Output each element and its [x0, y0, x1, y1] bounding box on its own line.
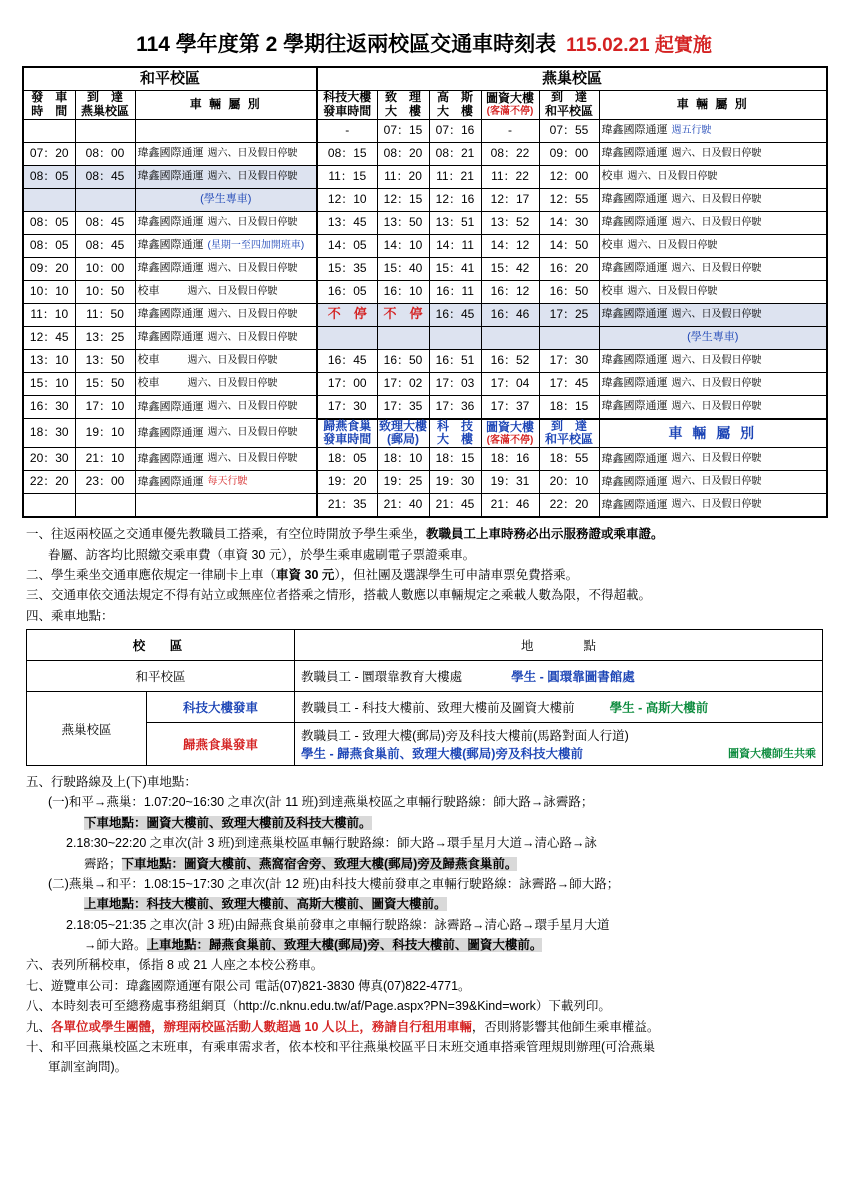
main-timetable — [22, 66, 826, 518]
table-row — [27, 723, 823, 766]
cell-library-time: 16：12 — [481, 280, 539, 303]
cell-arrive-heping-time: 12：55 — [539, 188, 599, 211]
cell-right-student-bus-note: (學生專車) — [599, 326, 827, 349]
cell-zhili-post-time: 19：25 — [377, 471, 429, 494]
title-main-text: 114 學年度第 2 學期往返兩校區交通車時刻表 — [136, 33, 557, 56]
title-effective-date: 115.02.21 起實施 — [566, 35, 712, 56]
cell-library-time: - — [481, 119, 539, 142]
cell-right-vehicle: 瑋鑫國際通運 週六、日及假日停駛 — [599, 142, 827, 165]
table-row — [23, 257, 827, 280]
cell-zhili-time: 12：15 — [377, 188, 429, 211]
table-row — [23, 448, 827, 471]
table-row — [27, 661, 823, 692]
cell-tech-time: 08：15 — [317, 142, 377, 165]
loc-guiyan-places: 教職員工 - 致理大樓(郵局)旁及科技大樓前(馬路對面人行道) 學生 - 歸燕食巢前、致理大樓(郵局)旁及科技大樓前 圖資大樓師生共乘 — [295, 723, 823, 766]
cell-left-depart: 08：05 — [23, 165, 75, 188]
cell-left-arrive: 19：10 — [75, 419, 135, 448]
header-gauss-building: 高 斯 大 樓 — [429, 91, 481, 120]
cell-zhili-time: 13：50 — [377, 211, 429, 234]
cell-arrive-heping-time: 16：50 — [539, 280, 599, 303]
cell-tech-time: 15：35 — [317, 257, 377, 280]
cell-zhili-time — [377, 326, 429, 349]
cell-left-arrive: 17：10 — [75, 395, 135, 419]
header-place-col: 地 點 — [295, 630, 823, 661]
cell-left-vehicle: 瑋鑫國際通運 週六、日及假日停駛 — [135, 395, 317, 419]
cell-gauss-time: 14：11 — [429, 234, 481, 257]
note-5-2: 2.18:30~22:20 之車次(計 3 班)到達燕巢校區車輛行駛路線：師大路→環手星月大道→清心路→詠 — [66, 836, 597, 851]
cell-left-vehicle: 校車 週六、日及假日停駛 — [135, 372, 317, 395]
table-row — [23, 326, 827, 349]
cell-tech-time: 11：15 — [317, 165, 377, 188]
cell-right-vehicle: 瑋鑫國際通運 週五行駛 — [599, 119, 827, 142]
cell-arrive-heping-time: 12：00 — [539, 165, 599, 188]
cell-gauss-time — [429, 326, 481, 349]
cell-left-depart: 22：20 — [23, 471, 75, 494]
notes-top — [26, 525, 822, 626]
cell-left-arrive: 15：50 — [75, 372, 135, 395]
cell-library-time: 11：22 — [481, 165, 539, 188]
note-10-cont: 軍訓室詢問)。 — [48, 1060, 128, 1075]
note-5: 五、行駛路線及上(下)車地點： — [26, 775, 197, 790]
cell-arrive-heping-time-2: 20：10 — [539, 471, 599, 494]
header-vehicle-right: 車 輛 屬 別 — [599, 91, 827, 120]
header-library-building-2: 圖資大樓 (客滿不停) — [481, 419, 539, 448]
table-row — [23, 165, 827, 188]
cell-guiyan-time: 19：20 — [317, 471, 377, 494]
note-5-3: (二)燕巢→和平：1.08:15~17:30 之車次(計 12 班)由科技大樓前發車之車輛行駛路線：詠霽路→師大路； — [48, 876, 620, 891]
cell-right-vehicle: 瑋鑫國際通運 週六、日及假日停駛 — [599, 448, 827, 471]
cell-left-vehicle: 瑋鑫國際通運 每天行駛 — [135, 471, 317, 494]
cell-arrive-heping-time: 07：55 — [539, 119, 599, 142]
cell-left-depart — [23, 494, 75, 518]
header-tech-building: 科技大樓 發車時間 — [317, 91, 377, 120]
cell-arrive-heping-time: 16：20 — [539, 257, 599, 280]
table-row — [27, 630, 823, 661]
note-5-4-board: →師大路。上車地點：歸燕食巢前、致理大樓(郵局)旁、科技大樓前、圖資大樓前。 — [84, 938, 543, 953]
cell-library-time: 13：52 — [481, 211, 539, 234]
cell-library-time: 17：04 — [481, 372, 539, 395]
table-row — [23, 471, 827, 494]
cell-left-arrive: 08：00 — [75, 142, 135, 165]
note-5-1: (一)和平→燕巢：1.07:20~16:30 之車次(計 11 班)到達燕巢校區之車輛行駛路線：師大路→詠霽路； — [48, 795, 594, 810]
cell-tech-time-2: 19：30 — [429, 471, 481, 494]
cell-left-depart: 08：05 — [23, 234, 75, 257]
loc-tech-places: 教職員工 - 科技大樓前、致理大樓前及圖資大樓前 學生 - 高斯大樓前 — [295, 692, 823, 723]
notes-bottom — [26, 773, 822, 1078]
cell-left-vehicle: 瑋鑫國際通運 週六、日及假日停駛 — [135, 303, 317, 326]
cell-gauss-time: 12：16 — [429, 188, 481, 211]
table-row — [23, 234, 827, 257]
header-arrive-heping: 到 達 和平校區 — [539, 91, 599, 120]
table-row — [23, 349, 827, 372]
cell-left-vehicle: 校車 週六、日及假日停駛 — [135, 280, 317, 303]
cell-arrive-heping-time: 17：25 — [539, 303, 599, 326]
table-row — [23, 303, 827, 326]
cell-tech-time: 16：45 — [317, 349, 377, 372]
cell-left-arrive: 13：50 — [75, 349, 135, 372]
cell-library-time: 14：12 — [481, 234, 539, 257]
cell-arrive-heping-time: 14：30 — [539, 211, 599, 234]
note-4: 四、乘車地點： — [26, 608, 114, 623]
cell-left-vehicle: 瑋鑫國際通運 週六、日及假日停駛 — [135, 257, 317, 280]
cell-zhili-time: 08：20 — [377, 142, 429, 165]
cell-left-arrive: 11：50 — [75, 303, 135, 326]
header-tech-building-2: 科 技 大 樓 — [429, 419, 481, 448]
loc-tech-departure-label: 科技大樓發車 — [147, 692, 295, 723]
cell-gauss-time: 07：16 — [429, 119, 481, 142]
cell-left-depart: 18：30 — [23, 419, 75, 448]
cell-left-depart — [23, 119, 75, 142]
cell-left-arrive: 08：45 — [75, 165, 135, 188]
cell-left-arrive: 21：10 — [75, 448, 135, 471]
note-5-3-board: 上車地點：科技大樓前、致理大樓前、高斯大樓前、圖資大樓前。 — [84, 897, 447, 912]
cell-library-time: 17：37 — [481, 395, 539, 419]
cell-left-arrive — [75, 494, 135, 518]
cell-left-depart: 07：20 — [23, 142, 75, 165]
cell-library-time — [481, 326, 539, 349]
cell-left-depart: 09：20 — [23, 257, 75, 280]
cell-right-vehicle: 瑋鑫國際通運 週六、日及假日停駛 — [599, 372, 827, 395]
header-zhili-building: 致 理 大 樓 — [377, 91, 429, 120]
cell-library-time: 15：42 — [481, 257, 539, 280]
note-6: 六、表列所稱校車，係指 8 或 21 人座之本校公務車。 — [26, 958, 324, 973]
note-5-2-drop: 霽路；下車地點：圖資大樓前、燕窩宿舍旁、致理大樓(郵局)旁及歸燕食巢前。 — [84, 856, 518, 871]
cell-arrive-heping-time-2: 22：20 — [539, 494, 599, 518]
cell-left-vehicle: 瑋鑫國際通運 週六、日及假日停駛 — [135, 165, 317, 188]
cell-left-arrive — [75, 188, 135, 211]
note-1-cont: 眷屬、訪客均比照繳交乘車費（車資 30 元），於學生乘車處刷電子票證乘車。 — [48, 547, 476, 562]
note-1: 一、往返兩校區之交通車優先教職員工搭乘，有空位時開放予學生乘坐，教職員工上車時務必出示服務證或乘車證。 — [26, 527, 664, 542]
table-row — [23, 119, 827, 142]
loc-campus-yanchao: 燕巢校區 — [27, 692, 147, 766]
cell-tech-time: 16：05 — [317, 280, 377, 303]
cell-arrive-heping-time: 17：45 — [539, 372, 599, 395]
header-library-building: 圖資大樓 (客滿不停) — [481, 91, 539, 120]
cell-left-arrive — [75, 119, 135, 142]
cell-left-vehicle: 瑋鑫國際通運 週六、日及假日停駛 — [135, 142, 317, 165]
table-row — [23, 211, 827, 234]
header-depart-time-left: 發 車 時 間 — [23, 91, 75, 120]
cell-left-arrive: 23：00 — [75, 471, 135, 494]
cell-library-time-2: 21：46 — [481, 494, 539, 518]
cell-arrive-heping-time: 18：15 — [539, 395, 599, 419]
cell-left-vehicle: 瑋鑫國際通運 (星期一至四加開班車) — [135, 234, 317, 257]
cell-gauss-time: 17：03 — [429, 372, 481, 395]
cell-right-vehicle: 瑋鑫國際通運 週六、日及假日停駛 — [599, 211, 827, 234]
note-3: 三、交通車依交通法規定不得有站立或無座位者搭乘之情形，搭載人數應以車輛規定之乘載人數為限，不得超載。 — [26, 588, 652, 603]
table-row — [23, 419, 827, 448]
header-vehicle-left: 車 輛 屬 別 — [135, 91, 317, 120]
cell-left-student-bus-note: (學生專車) — [135, 188, 317, 211]
cell-gauss-time: 11：21 — [429, 165, 481, 188]
table-row — [23, 494, 827, 518]
loc-campus-heping: 和平校區 — [27, 661, 295, 692]
cell-left-arrive: 08：45 — [75, 234, 135, 257]
header-campus-col: 校 區 — [27, 630, 295, 661]
cell-right-vehicle: 瑋鑫國際通運 週六、日及假日停駛 — [599, 257, 827, 280]
cell-zhili-time: 11：20 — [377, 165, 429, 188]
cell-left-arrive: 10：50 — [75, 280, 135, 303]
cell-tech-time: 不 停 — [317, 303, 377, 326]
cell-right-vehicle: 瑋鑫國際通運 週六、日及假日停駛 — [599, 303, 827, 326]
cell-left-vehicle: 瑋鑫國際通運 週六、日及假日停駛 — [135, 419, 317, 448]
cell-gauss-time: 16：45 — [429, 303, 481, 326]
table-row — [23, 395, 827, 419]
cell-library-time: 12：17 — [481, 188, 539, 211]
cell-tech-time-2: 21：45 — [429, 494, 481, 518]
cell-library-time: 08：22 — [481, 142, 539, 165]
cell-left-vehicle: 校車 週六、日及假日停駛 — [135, 349, 317, 372]
cell-left-depart: 12：45 — [23, 326, 75, 349]
cell-right-vehicle: 瑋鑫國際通運 週六、日及假日停駛 — [599, 188, 827, 211]
cell-zhili-time: 14：10 — [377, 234, 429, 257]
cell-zhili-time: 17：35 — [377, 395, 429, 419]
cell-arrive-heping-time: 17：30 — [539, 349, 599, 372]
cell-left-depart: 10：10 — [23, 280, 75, 303]
loc-heping-places: 教職員工 - 圜環靠教育大樓處 學生 - 圓環靠圖書館處 — [295, 661, 823, 692]
table-row — [27, 692, 823, 723]
cell-arrive-heping-time — [539, 326, 599, 349]
cell-zhili-post-time: 18：10 — [377, 448, 429, 471]
note-5-4: 2.18:05~21:35 之車次(計 3 班)由歸燕食巢前發車之車輛行駛路線：詠霽路→清心路→環手星月大道 — [66, 917, 610, 932]
cell-zhili-time: 17：02 — [377, 372, 429, 395]
cell-library-time-2: 19：31 — [481, 471, 539, 494]
cell-arrive-heping-time: 09：00 — [539, 142, 599, 165]
cell-guiyan-time: 21：35 — [317, 494, 377, 518]
cell-right-vehicle: 瑋鑫國際通運 週六、日及假日停駛 — [599, 395, 827, 419]
cell-left-vehicle — [135, 494, 317, 518]
cell-left-vehicle: 瑋鑫國際通運 週六、日及假日停駛 — [135, 211, 317, 234]
cell-left-depart: 20：30 — [23, 448, 75, 471]
header-arrive-heping-2: 到 達 和平校區 — [539, 419, 599, 448]
cell-left-depart: 08：05 — [23, 211, 75, 234]
cell-library-time-2: 18：16 — [481, 448, 539, 471]
cell-gauss-time: 16：11 — [429, 280, 481, 303]
header-guiyan-canteen: 歸燕食巢 發車時間 — [317, 419, 377, 448]
table-row — [23, 188, 827, 211]
note-10: 十、和平回燕巢校區之末班車，有乘車需求者，依本校和平往燕巢校區平日末班交通車搭乘管理規則辦理(可洽燕巢 — [26, 1039, 656, 1054]
cell-zhili-time: 15：40 — [377, 257, 429, 280]
cell-tech-time: 13：45 — [317, 211, 377, 234]
cell-library-time: 16：46 — [481, 303, 539, 326]
cell-gauss-time: 13：51 — [429, 211, 481, 234]
cell-zhili-post-time: 21：40 — [377, 494, 429, 518]
note-2: 二、學生乘坐交通車應依規定一律刷卡上車（車資 30 元），但社團及選課學生可申請車票免費搭乘。 — [26, 567, 579, 582]
table-row — [23, 280, 827, 303]
cell-library-time: 16：52 — [481, 349, 539, 372]
cell-guiyan-time: 18：05 — [317, 448, 377, 471]
cell-right-vehicle: 瑋鑫國際通運 週六、日及假日停駛 — [599, 349, 827, 372]
loc-guiyan-departure-label: 歸燕食巢發車 — [147, 723, 295, 766]
cell-tech-time: - — [317, 119, 377, 142]
cell-left-arrive: 08：45 — [75, 211, 135, 234]
note-7: 七、遊覽車公司：瑋鑫國際通運有限公司 電話(07)821-3830 傳真(07)822-4771。 — [26, 978, 471, 993]
cell-left-vehicle: 瑋鑫國際通運 週六、日及假日停駛 — [135, 448, 317, 471]
cell-left-depart: 11：10 — [23, 303, 75, 326]
header-campus-yanchao: 燕巢校區 — [317, 67, 827, 91]
table-row — [23, 142, 827, 165]
cell-zhili-time: 16：10 — [377, 280, 429, 303]
cell-gauss-time: 17：36 — [429, 395, 481, 419]
cell-zhili-time: 不 停 — [377, 303, 429, 326]
cell-left-depart: 15：10 — [23, 372, 75, 395]
header-arrive-yanchao: 到 達 燕巢校區 — [75, 91, 135, 120]
cell-tech-time: 12：10 — [317, 188, 377, 211]
cell-right-vehicle: 校車 週六、日及假日停駛 — [599, 280, 827, 303]
cell-left-depart: 16：30 — [23, 395, 75, 419]
header-vehicle-right-2: 車 輛 屬 別 — [599, 419, 827, 448]
cell-right-vehicle: 瑋鑫國際通運 週六、日及假日停駛 — [599, 494, 827, 518]
cell-gauss-time: 16：51 — [429, 349, 481, 372]
cell-tech-time: 17：30 — [317, 395, 377, 419]
cell-zhili-time: 07：15 — [377, 119, 429, 142]
note-5-1-drop: 下車地點：圖資大樓前、致理大樓前及科技大樓前。 — [84, 815, 372, 830]
header-zhili-post-office: 致理大樓 (郵局) — [378, 418, 427, 447]
cell-right-vehicle: 校車 週六、日及假日停駛 — [599, 165, 827, 188]
page-title — [0, 0, 848, 66]
header-campus-heping: 和平校區 — [23, 67, 317, 91]
cell-gauss-time: 08：21 — [429, 142, 481, 165]
note-8: 八、本時刻表可至總務處事務組網頁（http://c.nknu.edu.tw/af/Page.aspx?PN=39&Kind=work）下載列印。 — [26, 999, 611, 1014]
cell-tech-time — [317, 326, 377, 349]
cell-left-depart: 13：10 — [23, 349, 75, 372]
cell-left-arrive: 13：25 — [75, 326, 135, 349]
cell-tech-time: 17：00 — [317, 372, 377, 395]
note-9: 九、各單位或學生團體，辦理兩校區活動人數超過 10 人以上，務請自行租用車輛，否則將影響其他師生乘車權益。 — [26, 1019, 660, 1034]
cell-gauss-time: 15：41 — [429, 257, 481, 280]
table-row — [23, 372, 827, 395]
cell-right-vehicle: 校車 週六、日及假日停駛 — [599, 234, 827, 257]
cell-arrive-heping-time-2: 18：55 — [539, 448, 599, 471]
schedule-table — [22, 66, 828, 518]
cell-tech-time: 14：05 — [317, 234, 377, 257]
cell-arrive-heping-time: 14：50 — [539, 234, 599, 257]
cell-tech-time-2: 18：15 — [429, 448, 481, 471]
cell-left-depart — [23, 188, 75, 211]
boarding-location-table — [26, 629, 822, 766]
cell-zhili-time: 16：50 — [377, 349, 429, 372]
cell-right-vehicle: 瑋鑫國際通運 週六、日及假日停駛 — [599, 471, 827, 494]
cell-left-vehicle — [135, 119, 317, 142]
cell-left-vehicle: 瑋鑫國際通運 週六、日及假日停駛 — [135, 326, 317, 349]
cell-left-arrive: 10：00 — [75, 257, 135, 280]
